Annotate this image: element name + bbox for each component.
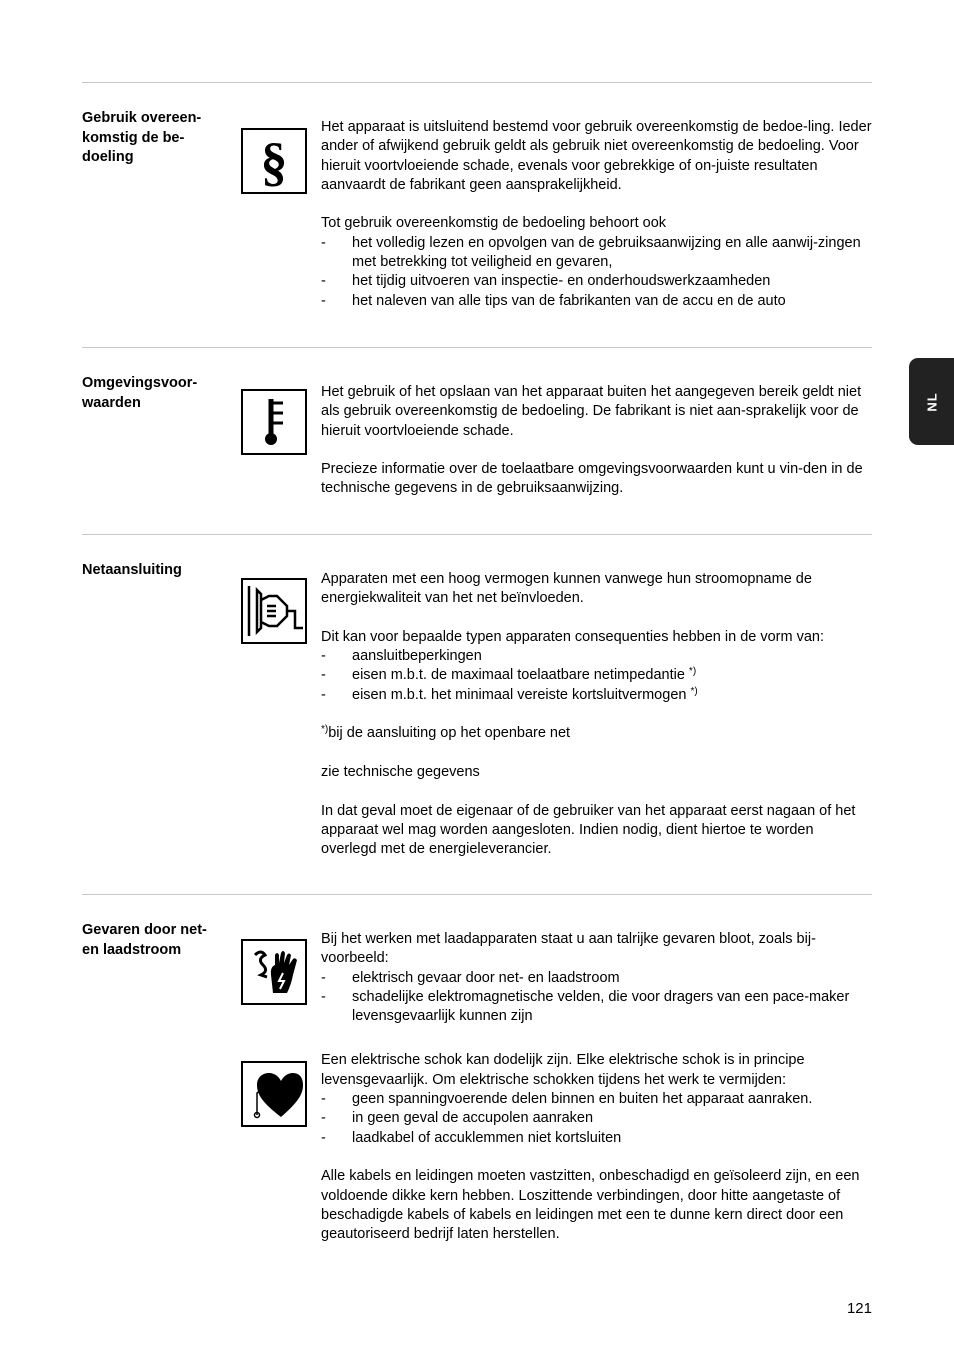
paragraph: Apparaten met een hoog vermogen kunnen vanwege hun stroomopname de energiekwaliteit van het net beïnvloeden. [321, 571, 812, 607]
paragraph: Een elektrische schok kan dodelijk zijn. Elke elektrische schok is in principe levensgevaarlijk. Om elektrische schokken tijdens het werk te vermijden: [321, 1052, 805, 1088]
section-heading-environment: Omgevingsvoor- waarden [82, 375, 198, 411]
list-item: - in geen geval de accupolen aanraken [321, 1110, 594, 1127]
language-tab [909, 358, 954, 445]
pacemaker-heart-icon [241, 1061, 307, 1127]
mains-plug-icon [241, 578, 307, 644]
footnote-marker: *) [321, 724, 329, 736]
section-divider [82, 894, 872, 895]
list-item: - het naleven van alle tips van de fabrikanten van de accu en de auto [321, 292, 786, 309]
section-body-environment [321, 383, 873, 499]
list-item: - elektrisch gevaar door net- en laadstroom [321, 969, 620, 986]
list-item: - laadkabel of accuklemmen niet kortsluiten [321, 1129, 622, 1146]
paragraph: Bij het werken met laadapparaten staat u aan talrijke gevaren bloot, zoals bij-voorbeeld: [321, 931, 816, 967]
footnote: *)bij de aansluiting op het openbare net [321, 724, 571, 742]
paragraph: In dat geval moet de eigenaar of de gebruiker van het apparaat eerst nagaan of het apparaat wel mag worden aangesloten. Indien nodig, dient hiertoe te worden overlegd met de energieleverancier. [321, 802, 856, 858]
list-item: - eisen m.b.t. de maximaal toelaatbare netimpedantie *) [321, 666, 697, 684]
paragraph: Tot gebruik overeenkomstig de bedoeling behoort ook [321, 215, 667, 232]
list-item: - geen spanningvoerende delen binnen en buiten het apparaat aanraken. [321, 1091, 813, 1108]
section-divider [82, 347, 872, 348]
paragraph: zie technische gegevens [321, 763, 480, 780]
list-item: - schadelijke elektromagnetische velden, die voor dragers van een pace-maker levensgevaarlijk kunnen zijn [321, 988, 850, 1025]
section-body-mains-connection [321, 570, 873, 859]
page-number: 121 [846, 1300, 872, 1317]
list-item: - het tijdig uitvoeren van inspectie- en onderhoudswerkzaamheden [321, 273, 771, 290]
section-body-current-hazards [321, 930, 873, 1244]
electric-shock-hand-icon [241, 939, 307, 1005]
footnote-marker: *) [688, 666, 697, 678]
footnote-marker: *) [690, 685, 698, 697]
section-body-intended-use [321, 118, 873, 311]
section-heading-current-hazards: Gevaren door net- en laadstroom [82, 922, 207, 958]
paragraph: Het apparaat is uitsluitend bestemd voor gebruik overeenkomstig de bedoe-ling. Ieder ander of afwijkend gebruik geldt als gebruik niet overeenkomstig de bedoeling. Voor hieruit voortvloeiende schade, evenals voor gebrekkige of on-juiste resultaten aanvaardt de fabrikant geen aansprakelijkheid. [321, 119, 872, 193]
language-tab-label: NL [924, 391, 939, 412]
section-divider [82, 82, 872, 83]
paragraph: Precieze informatie over de toelaatbare omgevingsvoorwaarden kunt u vin-den in de technische gegevens in de gebruiksaanwijzing. [321, 461, 863, 497]
list-item: - aansluitbeperkingen [321, 648, 482, 665]
thermometer-icon [241, 389, 307, 455]
section-divider [82, 534, 872, 535]
paragraph: Alle kabels en leidingen moeten vastzitten, onbeschadigd en geïsoleerd zijn, en een voldoende dikke kern hebben. Loszittende verbindingen, door hitte aangetaste of beschadigde kabels of kabels en leidingen met een te dunne kern direct door een geautoriseerd bedrijf laten herstellen. [321, 1168, 860, 1243]
list-item: - eisen m.b.t. het minimaal vereiste kortsluitvermogen *) [321, 685, 698, 703]
paragraph: Het gebruik of het opslaan van het apparaat buiten het aangegeven bereik geldt niet als gebruik overeenkomstig de bedoeling. De fabrikant is niet aan-sprakelijk voor de hieruit voortvloeiende schade. [321, 384, 862, 439]
section-heading-mains-connection: Netaansluiting [82, 562, 182, 578]
paragraph: Dit kan voor bepaalde typen apparaten consequenties hebben in de vorm van: [321, 628, 825, 645]
paragraph-icon [241, 128, 307, 194]
svg-text:§: § [260, 132, 288, 192]
list-item: - het volledig lezen en opvolgen van de gebruiksaanwijzing en alle aanwij-zingen met betrekking tot veiligheid en gevaren, [321, 234, 861, 271]
section-heading-intended-use: Gebruik overeen- komstig de be- doeling [82, 110, 202, 165]
